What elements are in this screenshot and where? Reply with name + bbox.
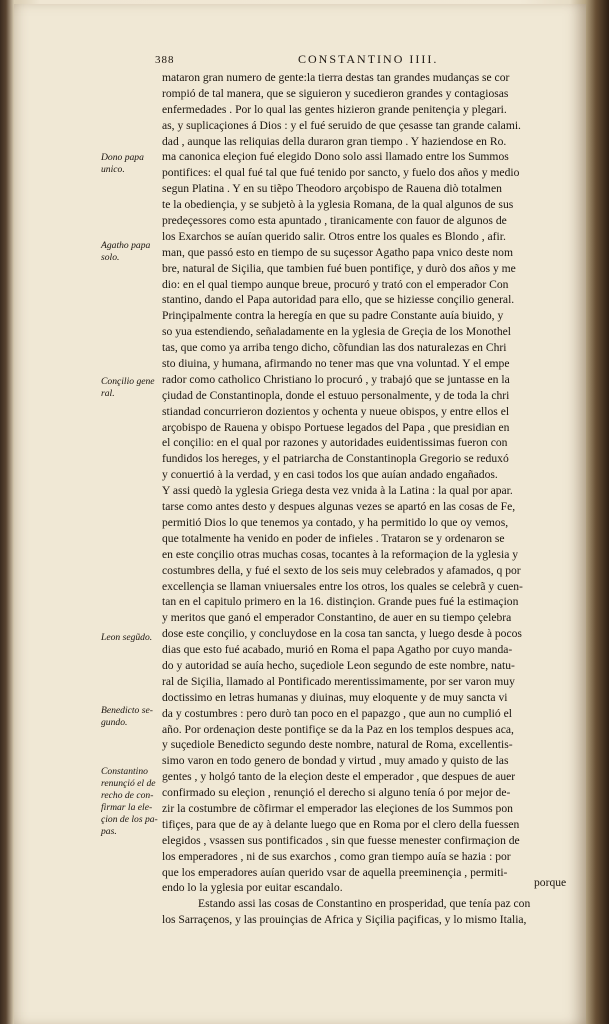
text-line: los Sarraçenos, y las prouinçias de Africa y Siçilia paçificas, y lo mismo Italia, (162, 913, 527, 927)
text-line: y suçediole Benedicto segundo deste nombre, natural de Roma, excellentis- (162, 738, 513, 752)
margin-note-constantino (101, 766, 165, 838)
text-line: pontifices: el qual fué tal que fué tenido por sancto, y fuelo dos años y medio (162, 166, 520, 180)
margin-note-line: pas. (101, 826, 117, 837)
page-edge-shadow (569, 0, 609, 1024)
text-line: que los emperadores auían querido vsar de aquella preeminençia , permiti- (162, 865, 508, 879)
margin-note-concilio (101, 376, 165, 400)
margin-note-line: firmar la ele- (101, 802, 153, 813)
text-line: segun Platina . Y en su tiẽpo Theodoro arçobispo de Rauena diò totalmen (162, 182, 502, 196)
running-head: CONSTANTINO IIII. (298, 52, 439, 66)
text-line: sto diuina, y humana, afirmando no tener mas que vna voluntad. Y el empe (162, 357, 510, 371)
text-line: permitió Dios lo que tenemos ya contado, y ha permitido lo que oy vemos, (162, 515, 509, 529)
text-line: elegidos , vsassen sus pontificados , sin que fuesse menester confirmaçion de (162, 833, 520, 847)
text-line: çiudad de Constantinopla, donde el estuuo personalmente, y de toda la chri (162, 388, 510, 402)
text-line: as, y suplicaçiones á Dios : y el fué seruido de que çesasse tan grande calami. (162, 118, 521, 132)
text-line: los Exarchos se auían querido salir. Otros entre los quales es Blondo , afir. (162, 229, 506, 243)
text-line: dad , aunque las reliquias della duraron gran tiempo . Y haziendose en Ro. (162, 134, 507, 148)
text-line: Y assi quedò la yglesia Griega desta vez vnida à la Latina : la qual por apar. (162, 484, 513, 498)
text-line: mataron gran numero de gente:la tierra destas tan grandes mudanças se cor (162, 71, 510, 84)
text-line: Prinçipalmente contra la heregía en que su padre Constante auía biuido, y (162, 309, 504, 323)
page-header (155, 52, 580, 72)
margin-note-agatho (101, 240, 165, 264)
text-line: stiandad concurrieron dozientos y ochenta y nueue obispos, y entre ellos el (162, 404, 510, 418)
margin-note-line: Benedicto se- (101, 705, 153, 716)
margin-note-line: Constantino (101, 766, 148, 777)
text-line: rador como catholico Christiano lo procuró , y trabajó que se juntasse en la (162, 372, 510, 386)
text-line: bre, natural de Siçilia, que tambien fué buen pontifiçe, y durò dos años y me (162, 261, 516, 275)
text-line: da y costumbres : pero durò tan poco en el papazgo , que aun no cumplió el (162, 706, 512, 720)
margin-note-line: gundo. (101, 717, 128, 728)
text-line: tifiçes, para que de ay à delante luego que en Roma por el clero della fuessen (162, 817, 520, 831)
text-line: fundidos los hereges, y el patriarcha de Constantinopla Gregorio se reduxó (162, 452, 509, 466)
text-line: tarse como antes desto y despues algunas vezes se apartó en las cosas de Fe, (162, 500, 516, 514)
margin-note-line: Conçilio gene (101, 376, 155, 387)
margin-note-line: recho de con- (101, 790, 154, 801)
margin-note-line: Dono papa (101, 152, 144, 163)
text-line: simo varon en todo genero de bondad y virtud , muy amado y quisto de las (162, 754, 509, 768)
text-line: que totalmente ha venido en poder de infieles . Trataron se y ordenaron se (162, 531, 505, 545)
text-line: tan en el capitulo primero en la 16. distinçion. Grande pues fué la estimaçion (162, 595, 519, 609)
text-line: dose este conçilio, y concluydose en la cosa tan sancta, y luego desde à pocos (162, 627, 522, 641)
text-line: te la obediençia, y se subjetò à la yglesia Romana, de la qual algunos de sus (162, 198, 514, 212)
text-line: ral de Siçilia, llamado al Pontificado merentissimamente, por ser varon muy (162, 674, 515, 688)
text-line: tas, que como ya arriba tengo dicho, cõfundian las dos naturalezas en Chri (162, 341, 507, 355)
text-line: so yua estendiendo, señaladamente en la yglesia de Greçia de los Monothel (162, 325, 511, 339)
text-line: costumbres della, y fué el sexto de los seis muy celebrados y afamados, q por (162, 563, 521, 577)
margin-note-line: unico. (101, 164, 125, 175)
text-line: en este conçilio otras muchas cosas, tocantes à la reformaçion de la yglesia y (162, 547, 519, 561)
text-line: y meritos que ganó el emperador Constantino, de auer en su tiempo çelebra (162, 611, 512, 625)
page-number: 388 (155, 54, 175, 66)
margin-note-line: ral. (101, 388, 115, 399)
text-line: ma canonica eleçion fué elegido Dono solo assi llamado entre los Summos (162, 150, 509, 164)
text-line: do y autoridad se auía hecho, suçediole Leon segundo de este nombre, natu- (162, 658, 515, 672)
text-line: excellençia se llaman vniuersales entre los otros, los quales se celebrã y cuen- (162, 579, 523, 593)
text-line: endo lo la yglesia por euitar escandalo. (162, 881, 343, 895)
catchword: porque (534, 876, 567, 889)
text-line: enfermedades . Por lo qual las gentes hizieron grande penitençia y plegari. (162, 102, 507, 116)
text-line: zir la costumbre de cõfirmar el emperador las eleçiones de los Summos pon (162, 801, 513, 815)
text-line: dias que esto fué acabado, murió en Roma el papa Agatho por cuyo manda- (162, 643, 513, 657)
text-line: arçobispo de Rauena y obispo Portuese legados del Papa , que presidian en (162, 420, 510, 434)
margin-note-line: solo. (101, 252, 120, 263)
body-text (162, 70, 580, 928)
text-line: Estando assi las cosas de Constantino en prosperidad, que tenía paz con (198, 897, 531, 911)
text-line: confirmado su eleçion , renunçió el derecho si alguno tenía ó por mejor de- (162, 786, 511, 800)
text-line: stantino, dando el Papa autoridad para ello, que se hiziesse conçilio general. (162, 293, 515, 307)
text-line: doctissimo en letras humanas y diuinas, muy eloquente y de muy sancta vi (162, 690, 508, 704)
margin-note-leon (101, 632, 165, 644)
text-line: rompió de tal manera, que se siguieron y sucedieron grandes y contagiosas (162, 86, 509, 100)
text-line: gentes , y holgó tanto de la eleçion deste el emperador , que despues de auer (162, 770, 516, 784)
text-line: el conçilio: en el qual por razones y autoridades euidentissimas fueron con (162, 436, 508, 450)
text-line: y conuertió à la verdad, y en casi todos los que auían andado engañados. (162, 468, 498, 482)
text-line: predeçessores como esta apuntado , tiranicamente con fauor de algunos de (162, 214, 507, 228)
text-line: dio: en el qual tiempo aunque breue, procuró y trató con el emperador Con (162, 277, 509, 291)
text-line: los emperadores , ni de sus exarchos , como gran tiempo auía se hazia : por (162, 849, 511, 863)
margin-note-line: renunçió el de (101, 778, 156, 789)
margin-note-line: Agatho papa (101, 240, 151, 251)
text-line: man, que passó esto en tiempo de su suçessor Agatho papa vnico deste nom (162, 245, 513, 259)
margin-note-benedicto (101, 705, 165, 729)
margin-note-line: Leon segũdo. (101, 632, 153, 643)
margin-note-dono (101, 152, 165, 176)
text-line: año. Por ordenaçion deste pontifiçe se da la Paz en los templos despues aca, (162, 722, 514, 736)
margin-note-line: çion de los pa- (101, 814, 158, 825)
